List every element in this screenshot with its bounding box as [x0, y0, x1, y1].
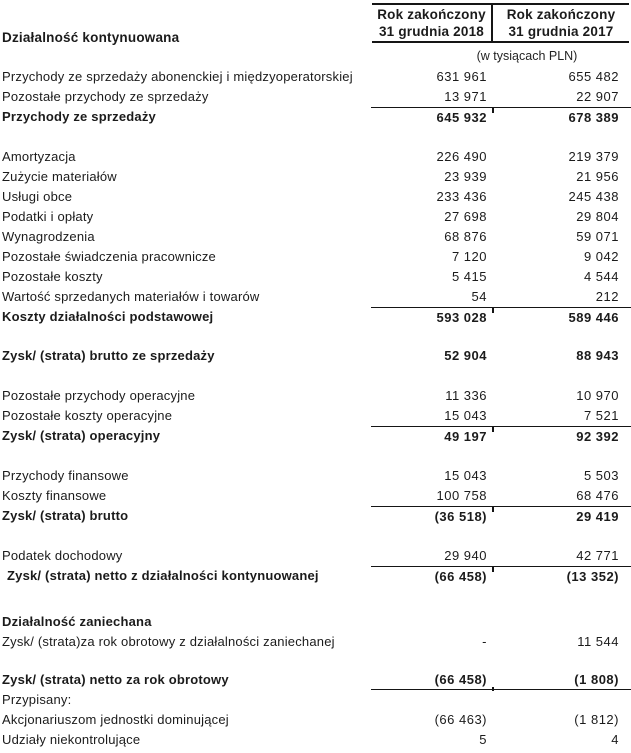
- column-header-2018-line2: 31 grudnia 2018: [378, 24, 485, 39]
- table-row: [0, 690, 631, 710]
- row-label: Amortyzacja: [2, 149, 76, 164]
- value-2018: [371, 612, 493, 632]
- row-label: Akcjonariuszom jednostki dominującej: [2, 712, 229, 727]
- value-2018: [371, 690, 493, 710]
- row-label: Podatki i opłaty: [2, 209, 94, 224]
- row-label: Przychody finansowe: [2, 468, 129, 483]
- value-2017: 29 419: [493, 506, 631, 526]
- table-row: [0, 386, 631, 406]
- value-2018: (36 518): [371, 506, 493, 526]
- table-row: [0, 67, 631, 87]
- column-header-2017-line1: Rok zakończony: [506, 7, 616, 22]
- value-2018: 11 336: [445, 388, 487, 403]
- table-header: [0, 0, 631, 67]
- value-2018: 593 028: [371, 307, 493, 327]
- value-2017: 9 042: [583, 249, 619, 264]
- value-2017: 245 438: [568, 189, 619, 204]
- value-2018: 49 197: [371, 426, 493, 446]
- table-row: [0, 346, 631, 366]
- value-2018: 27 698: [444, 209, 487, 224]
- value-2018: 15 043: [444, 408, 487, 423]
- value-2017: 212: [595, 289, 619, 304]
- value-2017: 42 771: [576, 548, 619, 563]
- row-label: Zysk/ (strata) netto za rok obrotowy: [2, 672, 229, 687]
- table-section: [0, 386, 631, 446]
- value-2017: 59 071: [576, 229, 619, 244]
- table-row: [0, 426, 631, 446]
- row-label: Działalność zaniechana: [2, 614, 152, 629]
- column-header-2018-line1: Rok zakończony: [377, 7, 486, 22]
- row-label: Zysk/ (strata)za rok obrotowy z działalności zaniechanej: [2, 634, 335, 649]
- value-2018: 226 490: [436, 149, 487, 164]
- column-header-2017: [493, 6, 629, 40]
- value-2018: (66 463): [434, 712, 487, 727]
- table-row: [0, 87, 631, 107]
- row-label: Pozostałe świadczenia pracownicze: [2, 249, 216, 264]
- row-label: Wynagrodzenia: [2, 229, 95, 244]
- table-section: [0, 466, 631, 526]
- table-row: [0, 506, 631, 526]
- table-row: [0, 406, 631, 426]
- row-label: Przychody ze sprzedaży: [2, 109, 156, 124]
- row-label: Koszty działalności podstawowej: [2, 309, 214, 324]
- table-row: [0, 187, 631, 207]
- section-title-continuing-operations: Działalność kontynuowana: [2, 30, 180, 45]
- value-2018: 631 961: [436, 69, 487, 84]
- value-2017: (1 812): [574, 712, 619, 727]
- header-top-rule: [372, 3, 629, 5]
- value-2017: [493, 690, 631, 710]
- value-2018: 13 971: [444, 89, 487, 104]
- row-label: Zysk/ (strata) operacyjny: [2, 428, 161, 443]
- row-label: Pozostałe przychody ze sprzedaży: [2, 89, 209, 104]
- value-2017: 7 521: [583, 408, 619, 423]
- value-2018: 645 932: [371, 107, 493, 127]
- column-header-2017-line2: 31 grudnia 2017: [508, 24, 614, 39]
- table-section: [0, 147, 631, 327]
- row-label: Pozostałe koszty operacyjne: [2, 408, 173, 423]
- header-bottom-rule: [372, 41, 629, 43]
- table-row: [0, 566, 631, 586]
- row-label: Przypisany:: [2, 692, 72, 707]
- unit-note: (w tysiącach PLN): [476, 49, 578, 63]
- value-2017: 10 970: [576, 388, 619, 403]
- value-2018: 23 939: [444, 169, 487, 184]
- table-row: [0, 287, 631, 307]
- value-2017: 11 544: [577, 634, 619, 649]
- row-label: Usługi obce: [2, 189, 73, 204]
- table-row: [0, 632, 631, 652]
- row-label: Zysk/ (strata) netto z działalności kontynuowanej: [7, 568, 319, 583]
- value-2018: 54: [471, 289, 487, 304]
- value-2018: 29 940: [444, 548, 487, 563]
- value-2017: (13 352): [493, 566, 631, 586]
- table-row: [0, 227, 631, 247]
- value-2017: 4 544: [583, 269, 619, 284]
- table-section: [0, 612, 631, 652]
- table-row: [0, 207, 631, 227]
- table-row: [0, 670, 631, 690]
- row-label: Wartość sprzedanych materiałów i towarów: [2, 289, 260, 304]
- statement-table-body: [0, 67, 631, 750]
- row-label: Podatek dochodowy: [2, 548, 123, 563]
- table-section: [0, 67, 631, 127]
- value-2018: (66 458): [371, 566, 493, 586]
- table-row: [0, 167, 631, 187]
- table-row: [0, 486, 631, 506]
- row-label: Przychody ze sprzedaży abonenckiej i międzyoperatorskiej: [2, 69, 353, 84]
- row-label: Zużycie materiałów: [2, 169, 117, 184]
- value-2018: 68 876: [444, 229, 487, 244]
- value-2017: 68 476: [576, 488, 619, 503]
- value-2018: 233 436: [436, 189, 487, 204]
- table-row: [0, 147, 631, 167]
- row-label: Zysk/ (strata) brutto: [2, 508, 129, 523]
- value-2017: 4: [611, 732, 619, 747]
- value-2017: 88 943: [576, 348, 619, 363]
- row-label: Pozostałe koszty: [2, 269, 103, 284]
- row-label: Pozostałe przychody operacyjne: [2, 388, 196, 403]
- value-2017: 22 907: [576, 89, 619, 104]
- table-row: [0, 267, 631, 287]
- row-label: Udziały niekontrolujące: [2, 732, 141, 747]
- value-2018: 7 120: [451, 249, 487, 264]
- value-2017: 92 392: [493, 426, 631, 446]
- column-header-2018: [372, 6, 491, 40]
- value-2017: 589 446: [493, 307, 631, 327]
- value-2018: -: [482, 634, 487, 649]
- value-2018: (66 458): [371, 670, 493, 690]
- table-row: [0, 730, 631, 750]
- table-row: [0, 247, 631, 267]
- table-section: [0, 670, 631, 750]
- row-label: Koszty finansowe: [2, 488, 107, 503]
- value-2018: 5: [479, 732, 487, 747]
- value-2017: 29 804: [576, 209, 619, 224]
- value-2018: 5 415: [451, 269, 487, 284]
- table-row: [0, 546, 631, 566]
- value-2017: 655 482: [568, 69, 619, 84]
- table-row: [0, 612, 631, 632]
- value-2017: 678 389: [493, 107, 631, 127]
- value-2017: 21 956: [576, 169, 619, 184]
- value-2018: 15 043: [444, 468, 487, 483]
- table-row: [0, 107, 631, 127]
- value-2017: 219 379: [568, 149, 619, 164]
- value-2018: 52 904: [444, 348, 487, 363]
- value-2018: 100 758: [436, 488, 487, 503]
- value-2017: 5 503: [583, 468, 619, 483]
- table-row: [0, 710, 631, 730]
- table-row: [0, 466, 631, 486]
- table-section: [0, 546, 631, 586]
- value-2017: [493, 612, 631, 632]
- row-label: Zysk/ (strata) brutto ze sprzedaży: [2, 348, 215, 363]
- table-row: [0, 307, 631, 327]
- table-section: [0, 346, 631, 366]
- value-2017: (1 808): [493, 670, 631, 690]
